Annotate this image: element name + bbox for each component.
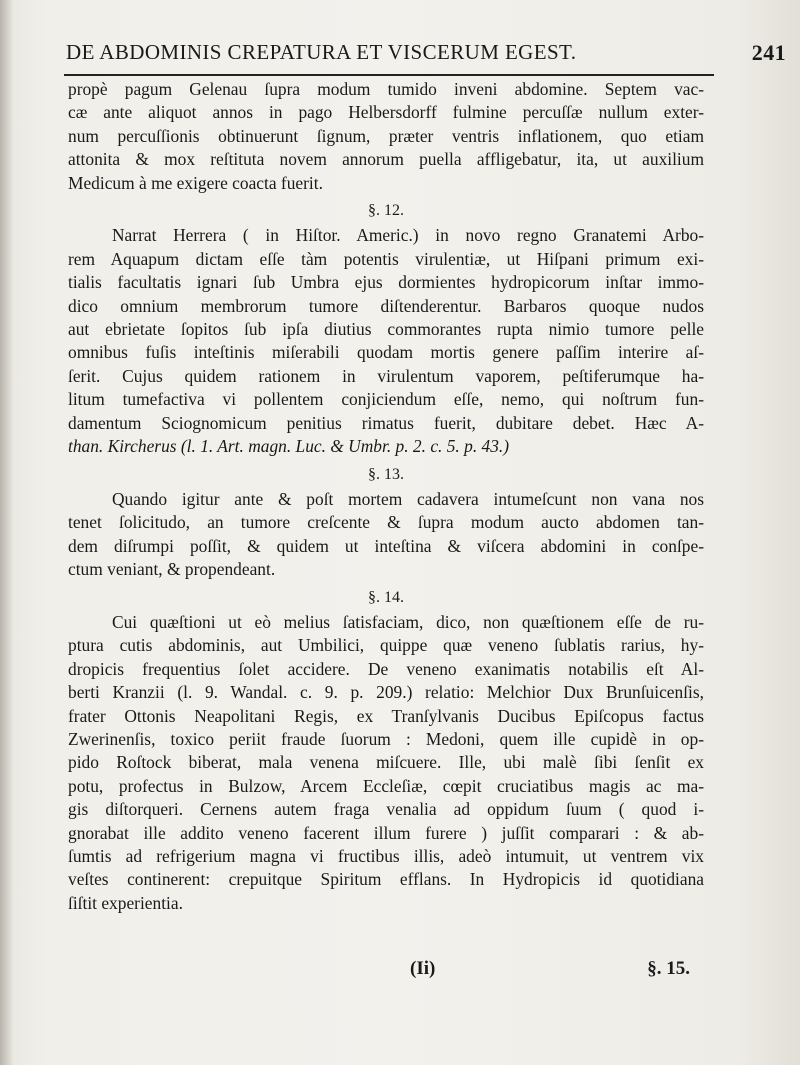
text-line: gnorabat ille addito veneno facerent illum furere ) juſſit comparari : & ab-: [68, 822, 704, 843]
text-line: dropicis frequentius ſolet accidere. De veneno exanimatis notabilis eſt Al-: [68, 658, 704, 679]
text-line: propè pagum Gelenau ſupra modum tumido inveni abdomine. Septem vac-: [68, 79, 704, 99]
paragraph-4: [68, 611, 704, 915]
section-heading-12: §. 12.: [368, 202, 404, 220]
text-line: aut ebrietate ſopitos ſub ipſa diutius commorantes rupta nimio tumore pelle: [68, 319, 704, 340]
text-line: num percuſſionis obtinuerunt ſignum, præter ventris inflationem, quo etiam: [68, 125, 704, 146]
text-line: Narrat Herrera ( in Hiſtor. Americ.) in novo regno Granatemi Arbo-: [112, 225, 704, 246]
text-line: tenet ſolicitudo, an tumore creſcente & ſupra modum aucto abdomen tan-: [68, 512, 704, 533]
text-line: ſumtis ad refrigerium magna vi fructibus illis, adeò intumuit, ut ventrem vix: [68, 846, 704, 866]
text-line: frater Ottonis Neapolitani Regis, ex Tranſylvanis Ducibus Epiſcopus factus: [68, 705, 704, 726]
text-line: dem diſrumpi poſſit, & quidem ut inteſtina & viſcera abdomini in conſpe-: [68, 535, 704, 556]
text-line: pido Roſtock biberat, mala venena miſcuere. Ille, ubi malè ſibi ſenſit ex: [68, 752, 704, 773]
paragraph-3: [68, 488, 704, 582]
text-line: omnibus fuſis inteſtinis miſerabili quodam mortis genere paſſim interire aſ-: [68, 342, 704, 363]
catchword: §. 15.: [647, 958, 690, 979]
text-line: Quando igitur ante & poſt mortem cadavera intumeſcunt non vana nos: [112, 488, 704, 509]
text-line: cæ ante aliquot annos in pago Helbersdorff fulmine percuſſæ nullum exter-: [68, 102, 704, 123]
page-footer: [68, 958, 704, 988]
running-title: DE ABDOMINIS CREPATURA ET VISCERUM EGEST.: [66, 40, 577, 64]
running-header: [66, 40, 796, 65]
text-line: litum tumefactiva vi pollentem conjiciendum eſſe, nemo, qui noſtrum fun-: [68, 389, 704, 410]
signature-mark: (Ii): [410, 958, 436, 979]
text-line: berti Kranzii (l. 9. Wandal. c. 9. p. 209.) relatio: Melchior Dux Brunſuicenſis,: [68, 682, 704, 703]
text-line: Cui quæſtioni ut eò melius ſatisfaciam, dico, non quæſtionem eſſe de ru-: [112, 611, 704, 632]
text-line: Zwerinenſis, toxico periit fraude ſuorum : Medoni, quem ille cupidè in op-: [68, 728, 704, 749]
text-line: veſtes continerent: crepuitque Spiritum efflans. In Hydropicis id quotidiana: [68, 869, 704, 890]
text-line: ſerit. Cujus quidem rationem in virulentum vaporem, peſtiferumque ha-: [68, 365, 704, 386]
text-line: potu, profectus in Bulzow, Arcem Eccleſiæ, cœpit cruciatibus magis ac ma-: [68, 775, 704, 796]
text-line: tialis facultatis ignari ſub Umbra ejus dormientes hydropicorum inſtar immo-: [68, 272, 704, 293]
text-line: attonita & mox reſtituta novem annorum puella affligebatur, ita, ut auxilium: [68, 149, 704, 170]
header-rule: [64, 74, 714, 76]
page-gutter-shadow: [0, 0, 14, 1065]
text-line: ctum veniant, & propendeant.: [68, 559, 276, 580]
text-line: rem Aquapum dictam eſſe tàm potentis virulentiæ, ut Hiſpani primum exi-: [68, 248, 704, 269]
section-heading-13: §. 13.: [368, 465, 404, 483]
body-text: [68, 78, 704, 915]
section-heading-14: §. 14.: [368, 588, 404, 606]
text-line: dico omnium membrorum tumore diſtenderentur. Barbaros quoque nudos: [68, 295, 704, 316]
page-number: 241: [751, 40, 786, 65]
text-line: ſiſtit experientia.: [68, 892, 183, 913]
text-line: damentum Sciognomicum penitius rimatus fuerit, dubitare debet. Hæc A-: [68, 412, 704, 433]
text-line: Medicum à me exigere coacta fuerit.: [68, 172, 323, 193]
text-line-citation: than. Kircherus (l. 1. Art. magn. Luc. & Umbr. p. 2. c. 5. p. 43.): [68, 436, 510, 457]
paragraph-2: [68, 224, 704, 458]
text-line: gis diſtorqueri. Cernens autem fraga venalia ad oppidum ſuum ( quod i-: [68, 799, 704, 820]
text-line: ptura cutis abdominis, aut Umbilici, quippe quæ veneno ſublatis rarius, hy-: [68, 635, 704, 656]
paragraph-1: [68, 78, 704, 195]
